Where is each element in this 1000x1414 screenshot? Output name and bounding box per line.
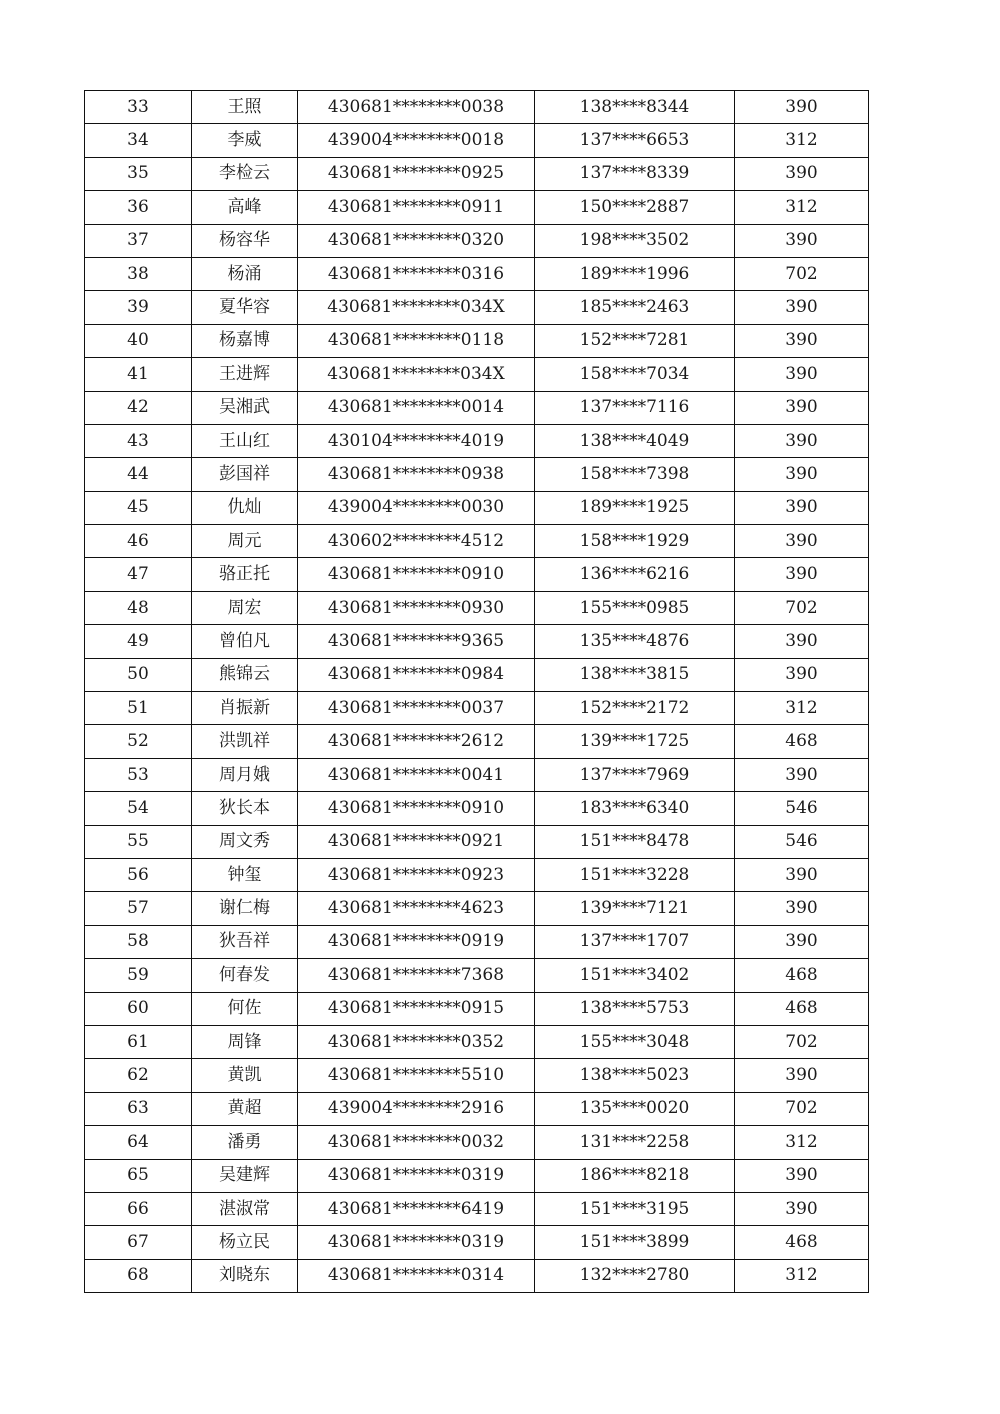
phone-cell: 138****5023 bbox=[535, 1059, 735, 1092]
phone-cell: 151****8478 bbox=[535, 825, 735, 858]
id-number-cell: 439004********0030 bbox=[298, 491, 535, 524]
table-row bbox=[85, 591, 869, 624]
name-cell: 黄超 bbox=[192, 1092, 298, 1125]
phone-cell: 189****1996 bbox=[535, 257, 735, 290]
name-cell: 钟玺 bbox=[192, 858, 298, 891]
amount-cell: 390 bbox=[735, 458, 869, 491]
name-cell: 周锋 bbox=[192, 1025, 298, 1058]
amount-cell: 390 bbox=[735, 625, 869, 658]
phone-cell: 131****2258 bbox=[535, 1126, 735, 1159]
amount-cell: 390 bbox=[735, 758, 869, 791]
phone-cell: 152****2172 bbox=[535, 692, 735, 725]
name-cell: 谢仁梅 bbox=[192, 892, 298, 925]
id-number-cell: 430681********0320 bbox=[298, 224, 535, 257]
amount-cell: 312 bbox=[735, 191, 869, 224]
table-row bbox=[85, 725, 869, 758]
table-row bbox=[85, 925, 869, 958]
table-row bbox=[85, 124, 869, 157]
table-row bbox=[85, 257, 869, 290]
row-number-cell: 63 bbox=[85, 1092, 192, 1125]
row-number-cell: 67 bbox=[85, 1226, 192, 1259]
id-number-cell: 430681********034X bbox=[298, 358, 535, 391]
table-row bbox=[85, 825, 869, 858]
name-cell: 狄吾祥 bbox=[192, 925, 298, 958]
row-number-cell: 51 bbox=[85, 692, 192, 725]
table-row bbox=[85, 224, 869, 257]
table-row bbox=[85, 892, 869, 925]
table-row bbox=[85, 658, 869, 691]
row-number-cell: 41 bbox=[85, 358, 192, 391]
id-number-cell: 430602********4512 bbox=[298, 525, 535, 558]
name-cell: 潘勇 bbox=[192, 1126, 298, 1159]
phone-cell: 198****3502 bbox=[535, 224, 735, 257]
phone-cell: 138****8344 bbox=[535, 91, 735, 124]
id-number-cell: 430681********0921 bbox=[298, 825, 535, 858]
amount-cell: 546 bbox=[735, 792, 869, 825]
table-row bbox=[85, 858, 869, 891]
phone-cell: 158****7398 bbox=[535, 458, 735, 491]
row-number-cell: 50 bbox=[85, 658, 192, 691]
amount-cell: 390 bbox=[735, 525, 869, 558]
table-row bbox=[85, 424, 869, 457]
id-number-cell: 430681********9365 bbox=[298, 625, 535, 658]
id-number-cell: 430681********0923 bbox=[298, 858, 535, 891]
id-number-cell: 430681********0014 bbox=[298, 391, 535, 424]
amount-cell: 312 bbox=[735, 1259, 869, 1292]
table-row bbox=[85, 992, 869, 1025]
id-number-cell: 430681********0032 bbox=[298, 1126, 535, 1159]
phone-cell: 189****1925 bbox=[535, 491, 735, 524]
id-number-cell: 430681********0930 bbox=[298, 591, 535, 624]
id-number-cell: 439004********2916 bbox=[298, 1092, 535, 1125]
name-cell: 王照 bbox=[192, 91, 298, 124]
table-row bbox=[85, 391, 869, 424]
name-cell: 杨立民 bbox=[192, 1226, 298, 1259]
row-number-cell: 37 bbox=[85, 224, 192, 257]
phone-cell: 139****1725 bbox=[535, 725, 735, 758]
name-cell: 杨容华 bbox=[192, 224, 298, 257]
table-row bbox=[85, 758, 869, 791]
amount-cell: 390 bbox=[735, 424, 869, 457]
row-number-cell: 64 bbox=[85, 1126, 192, 1159]
phone-cell: 135****0020 bbox=[535, 1092, 735, 1125]
table-row bbox=[85, 157, 869, 190]
row-number-cell: 44 bbox=[85, 458, 192, 491]
phone-cell: 155****0985 bbox=[535, 591, 735, 624]
row-number-cell: 36 bbox=[85, 191, 192, 224]
name-cell: 高峰 bbox=[192, 191, 298, 224]
amount-cell: 390 bbox=[735, 1192, 869, 1225]
name-cell: 何春发 bbox=[192, 959, 298, 992]
row-number-cell: 53 bbox=[85, 758, 192, 791]
name-cell: 狄长本 bbox=[192, 792, 298, 825]
amount-cell: 390 bbox=[735, 892, 869, 925]
id-number-cell: 430104********4019 bbox=[298, 424, 535, 457]
phone-cell: 155****3048 bbox=[535, 1025, 735, 1058]
amount-cell: 390 bbox=[735, 358, 869, 391]
id-number-cell: 430681********0984 bbox=[298, 658, 535, 691]
id-number-cell: 430681********7368 bbox=[298, 959, 535, 992]
row-number-cell: 48 bbox=[85, 591, 192, 624]
id-number-cell: 430681********0925 bbox=[298, 157, 535, 190]
id-number-cell: 430681********0919 bbox=[298, 925, 535, 958]
phone-cell: 186****8218 bbox=[535, 1159, 735, 1192]
name-cell: 杨涌 bbox=[192, 257, 298, 290]
id-number-cell: 430681********0118 bbox=[298, 324, 535, 357]
amount-cell: 390 bbox=[735, 658, 869, 691]
id-number-cell: 439004********0018 bbox=[298, 124, 535, 157]
table-row bbox=[85, 1159, 869, 1192]
amount-cell: 468 bbox=[735, 992, 869, 1025]
row-number-cell: 61 bbox=[85, 1025, 192, 1058]
name-cell: 曾伯凡 bbox=[192, 625, 298, 658]
row-number-cell: 47 bbox=[85, 558, 192, 591]
phone-cell: 138****5753 bbox=[535, 992, 735, 1025]
row-number-cell: 68 bbox=[85, 1259, 192, 1292]
table-row bbox=[85, 458, 869, 491]
phone-cell: 137****8339 bbox=[535, 157, 735, 190]
phone-cell: 138****4049 bbox=[535, 424, 735, 457]
name-cell: 夏华容 bbox=[192, 291, 298, 324]
name-cell: 骆正托 bbox=[192, 558, 298, 591]
phone-cell: 135****4876 bbox=[535, 625, 735, 658]
table-row bbox=[85, 792, 869, 825]
row-number-cell: 66 bbox=[85, 1192, 192, 1225]
row-number-cell: 45 bbox=[85, 491, 192, 524]
name-cell: 肖振新 bbox=[192, 692, 298, 725]
amount-cell: 702 bbox=[735, 591, 869, 624]
row-number-cell: 52 bbox=[85, 725, 192, 758]
phone-cell: 137****7116 bbox=[535, 391, 735, 424]
name-cell: 黄凯 bbox=[192, 1059, 298, 1092]
table-row bbox=[85, 1226, 869, 1259]
name-cell: 刘晓东 bbox=[192, 1259, 298, 1292]
phone-cell: 137****6653 bbox=[535, 124, 735, 157]
amount-cell: 468 bbox=[735, 959, 869, 992]
row-number-cell: 33 bbox=[85, 91, 192, 124]
row-number-cell: 35 bbox=[85, 157, 192, 190]
amount-cell: 546 bbox=[735, 825, 869, 858]
roster-table-body bbox=[85, 91, 869, 1293]
name-cell: 周文秀 bbox=[192, 825, 298, 858]
table-row bbox=[85, 625, 869, 658]
amount-cell: 390 bbox=[735, 291, 869, 324]
phone-cell: 151****3195 bbox=[535, 1192, 735, 1225]
name-cell: 王山红 bbox=[192, 424, 298, 457]
name-cell: 仇灿 bbox=[192, 491, 298, 524]
table-row bbox=[85, 1092, 869, 1125]
amount-cell: 312 bbox=[735, 124, 869, 157]
name-cell: 周月娥 bbox=[192, 758, 298, 791]
row-number-cell: 54 bbox=[85, 792, 192, 825]
id-number-cell: 430681********6419 bbox=[298, 1192, 535, 1225]
amount-cell: 390 bbox=[735, 91, 869, 124]
name-cell: 何佐 bbox=[192, 992, 298, 1025]
phone-cell: 137****7969 bbox=[535, 758, 735, 791]
table-row bbox=[85, 558, 869, 591]
name-cell: 吴建辉 bbox=[192, 1159, 298, 1192]
id-number-cell: 430681********0319 bbox=[298, 1226, 535, 1259]
amount-cell: 312 bbox=[735, 1126, 869, 1159]
id-number-cell: 430681********0041 bbox=[298, 758, 535, 791]
id-number-cell: 430681********034X bbox=[298, 291, 535, 324]
name-cell: 吴湘武 bbox=[192, 391, 298, 424]
amount-cell: 390 bbox=[735, 1159, 869, 1192]
table-row bbox=[85, 525, 869, 558]
amount-cell: 390 bbox=[735, 224, 869, 257]
table-row bbox=[85, 1192, 869, 1225]
name-cell: 周元 bbox=[192, 525, 298, 558]
table-row bbox=[85, 291, 869, 324]
id-number-cell: 430681********0938 bbox=[298, 458, 535, 491]
amount-cell: 702 bbox=[735, 257, 869, 290]
name-cell: 李检云 bbox=[192, 157, 298, 190]
row-number-cell: 34 bbox=[85, 124, 192, 157]
amount-cell: 702 bbox=[735, 1025, 869, 1058]
roster-table bbox=[84, 90, 869, 1293]
amount-cell: 390 bbox=[735, 324, 869, 357]
id-number-cell: 430681********0911 bbox=[298, 191, 535, 224]
row-number-cell: 57 bbox=[85, 892, 192, 925]
row-number-cell: 49 bbox=[85, 625, 192, 658]
table-row bbox=[85, 959, 869, 992]
row-number-cell: 38 bbox=[85, 257, 192, 290]
name-cell: 周宏 bbox=[192, 591, 298, 624]
phone-cell: 183****6340 bbox=[535, 792, 735, 825]
phone-cell: 151****3899 bbox=[535, 1226, 735, 1259]
amount-cell: 390 bbox=[735, 858, 869, 891]
table-row bbox=[85, 1126, 869, 1159]
table-row bbox=[85, 491, 869, 524]
row-number-cell: 58 bbox=[85, 925, 192, 958]
row-number-cell: 39 bbox=[85, 291, 192, 324]
table-row bbox=[85, 358, 869, 391]
id-number-cell: 430681********2612 bbox=[298, 725, 535, 758]
row-number-cell: 43 bbox=[85, 424, 192, 457]
amount-cell: 390 bbox=[735, 1059, 869, 1092]
phone-cell: 132****2780 bbox=[535, 1259, 735, 1292]
table-row bbox=[85, 1025, 869, 1058]
row-number-cell: 55 bbox=[85, 825, 192, 858]
amount-cell: 390 bbox=[735, 391, 869, 424]
row-number-cell: 40 bbox=[85, 324, 192, 357]
id-number-cell: 430681********0319 bbox=[298, 1159, 535, 1192]
id-number-cell: 430681********0910 bbox=[298, 792, 535, 825]
table-row bbox=[85, 1259, 869, 1292]
name-cell: 杨嘉博 bbox=[192, 324, 298, 357]
amount-cell: 702 bbox=[735, 1092, 869, 1125]
phone-cell: 138****3815 bbox=[535, 658, 735, 691]
amount-cell: 390 bbox=[735, 157, 869, 190]
id-number-cell: 430681********0352 bbox=[298, 1025, 535, 1058]
amount-cell: 468 bbox=[735, 725, 869, 758]
row-number-cell: 60 bbox=[85, 992, 192, 1025]
table-row bbox=[85, 191, 869, 224]
table-row bbox=[85, 91, 869, 124]
phone-cell: 152****7281 bbox=[535, 324, 735, 357]
table-row bbox=[85, 324, 869, 357]
phone-cell: 151****3402 bbox=[535, 959, 735, 992]
phone-cell: 137****1707 bbox=[535, 925, 735, 958]
name-cell: 彭国祥 bbox=[192, 458, 298, 491]
name-cell: 熊锦云 bbox=[192, 658, 298, 691]
phone-cell: 151****3228 bbox=[535, 858, 735, 891]
name-cell: 洪凯祥 bbox=[192, 725, 298, 758]
phone-cell: 158****1929 bbox=[535, 525, 735, 558]
phone-cell: 150****2887 bbox=[535, 191, 735, 224]
id-number-cell: 430681********5510 bbox=[298, 1059, 535, 1092]
phone-cell: 139****7121 bbox=[535, 892, 735, 925]
name-cell: 李威 bbox=[192, 124, 298, 157]
id-number-cell: 430681********0915 bbox=[298, 992, 535, 1025]
row-number-cell: 46 bbox=[85, 525, 192, 558]
table-row bbox=[85, 1059, 869, 1092]
name-cell: 湛淑常 bbox=[192, 1192, 298, 1225]
id-number-cell: 430681********0910 bbox=[298, 558, 535, 591]
name-cell: 王进辉 bbox=[192, 358, 298, 391]
row-number-cell: 65 bbox=[85, 1159, 192, 1192]
amount-cell: 390 bbox=[735, 491, 869, 524]
amount-cell: 390 bbox=[735, 558, 869, 591]
phone-cell: 136****6216 bbox=[535, 558, 735, 591]
table-row bbox=[85, 692, 869, 725]
id-number-cell: 430681********0314 bbox=[298, 1259, 535, 1292]
row-number-cell: 42 bbox=[85, 391, 192, 424]
amount-cell: 312 bbox=[735, 692, 869, 725]
row-number-cell: 59 bbox=[85, 959, 192, 992]
row-number-cell: 62 bbox=[85, 1059, 192, 1092]
amount-cell: 390 bbox=[735, 925, 869, 958]
id-number-cell: 430681********0316 bbox=[298, 257, 535, 290]
id-number-cell: 430681********0038 bbox=[298, 91, 535, 124]
phone-cell: 185****2463 bbox=[535, 291, 735, 324]
id-number-cell: 430681********0037 bbox=[298, 692, 535, 725]
amount-cell: 468 bbox=[735, 1226, 869, 1259]
id-number-cell: 430681********4623 bbox=[298, 892, 535, 925]
row-number-cell: 56 bbox=[85, 858, 192, 891]
phone-cell: 158****7034 bbox=[535, 358, 735, 391]
